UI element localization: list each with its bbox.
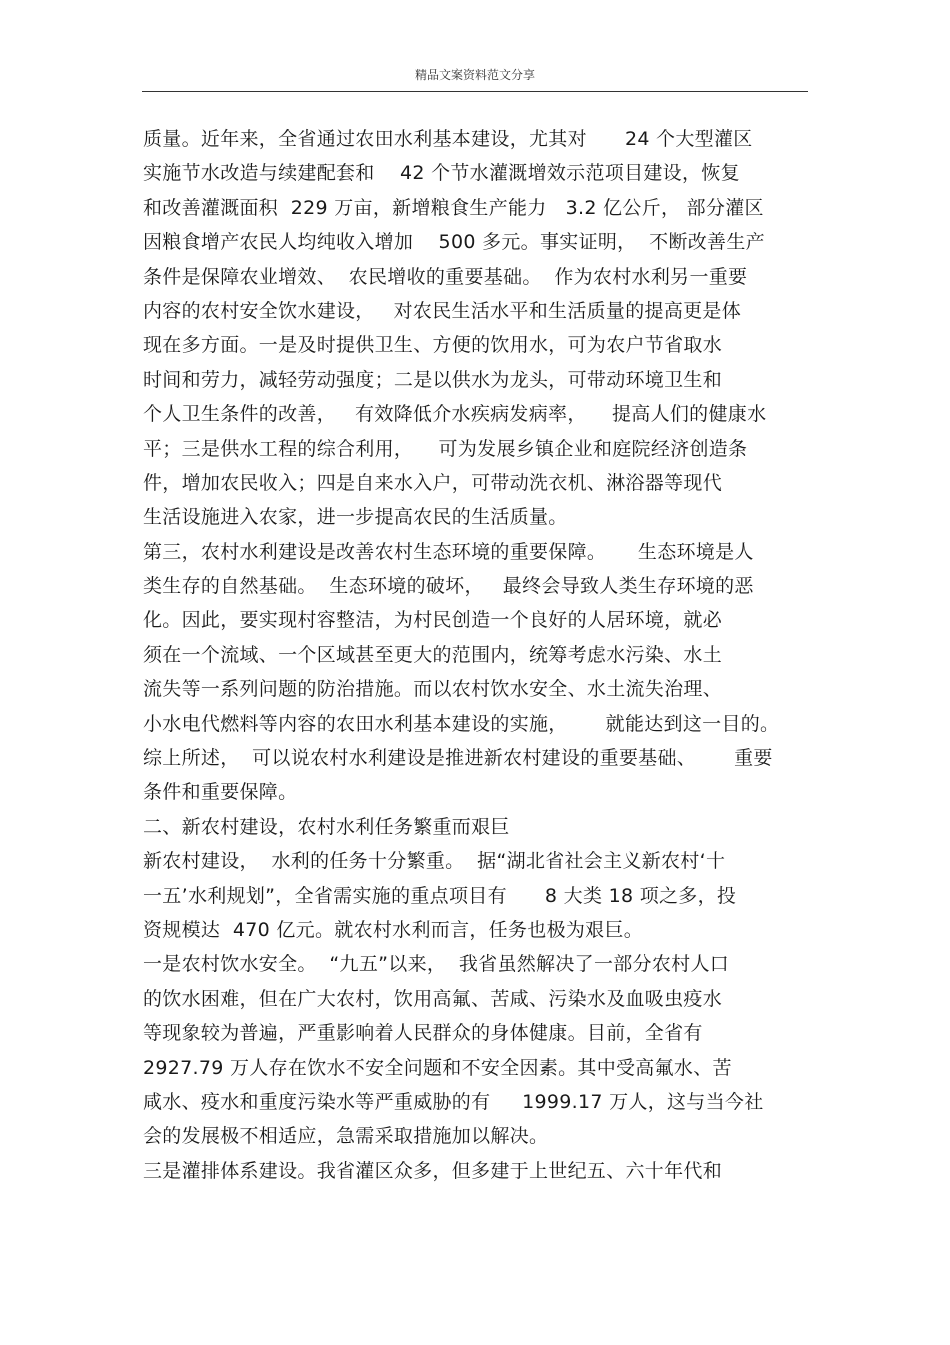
- text-line: 一是农村饮水安全。 “九五”以来， 我省虽然解决了一部分农村人口: [143, 953, 730, 976]
- text-line: 化。因此，要实现村容整洁，为村民创造一个良好的人居环境，就必: [143, 609, 723, 632]
- text-line: 和改善灌溉面积 229 万亩，新增粮食生产能力 3.2 亿公斤， 部分灌区: [143, 196, 764, 219]
- text-line: 咸水、疫水和重度污染水等严重威胁的有 1999.17 万人，这与当今社: [143, 1090, 764, 1113]
- text-line: 条件和重要保障。: [143, 781, 298, 804]
- text-line: 时间和劳力，减轻劳动强度；二是以供水为龙头，可带动环境卫生和: [143, 368, 723, 391]
- text-line: 会的发展极不相适应，急需采取措施加以解决。: [143, 1125, 549, 1148]
- text-line: 类生存的自然基础。 生态环境的破坏， 最终会导致人类生存环境的恶: [143, 575, 754, 598]
- page-header-title: 精品文案资料范文分享: [414, 68, 535, 82]
- text-line: 小水电代燃料等内容的农田水利基本建设的实施， 就能达到这一目的。: [143, 712, 780, 735]
- text-line: 等现象较为普遍，严重影响着人民群众的身体健康。目前，全省有: [143, 1022, 703, 1045]
- text-line: 资规模达 470 亿元。就农村水利而言，任务也极为艰巨。: [143, 918, 644, 941]
- text-line: 2927.79 万人存在饮水不安全问题和不安全因素。其中受高氟水、苦: [143, 1056, 732, 1079]
- text-line: 平；三是供水工程的综合利用， 可为发展乡镇企业和庭院经济创造条: [143, 437, 748, 460]
- text-line: 三是灌排体系建设。我省灌区众多，但多建于上世纪五、六十年代和: [143, 1159, 723, 1182]
- text-line: 个人卫生条件的改善， 有效降低介水疾病发病率， 提高人们的健康水: [143, 403, 767, 426]
- text-line: 流失等一系列问题的防治措施。而以农村饮水安全、水土流失治理、: [143, 678, 723, 701]
- text-line: 一五’水利规划”，全省需实施的重点项目有 8 大类 18 项之多，投: [143, 884, 737, 907]
- section-heading: 二、新农村建设，农村水利任务繁重而艰巨: [143, 815, 510, 838]
- text-line: 条件是保障农业增效、 农民增收的重要基础。 作为农村水利另一重要: [143, 265, 748, 288]
- text-line: 件，增加农民收入；四是自来水入户，可带动洗衣机、淋浴器等现代: [143, 471, 723, 494]
- text-line: 的饮水困难，但在广大农村，饮用高氟、苦咸、污染水及血吸虫疫水: [143, 987, 723, 1010]
- text-line: 因粮食增产农民人均纯收入增加 500 多元。事实证明， 不断改善生产: [143, 231, 765, 254]
- text-line: 须在一个流域、一个区域甚至更大的范围内，统筹考虑水污染、水土: [143, 643, 723, 666]
- text-line: 实施节水改造与续建配套和 42 个节水灌溉增效示范项目建设，恢复: [143, 162, 740, 185]
- text-line: 第三，农村水利建设是改善农村生态环境的重要保障。 生态环境是人: [143, 540, 754, 563]
- document-body: [143, 122, 815, 1188]
- text-line: 质量。近年来，全省通过农田水利基本建设，尤其对 24 个大型灌区: [143, 128, 753, 150]
- text-line: 内容的农村安全饮水建设， 对农民生活水平和生活质量的提高更是体: [143, 299, 742, 322]
- text-line: 现在多方面。一是及时提供卫生、方便的饮用水，可为农户节省取水: [143, 334, 723, 357]
- text-line: 生活设施进入农家，进一步提高农民的生活质量。: [143, 506, 568, 529]
- header-divider: [142, 91, 808, 92]
- text-line: 综上所述， 可以说农村水利建设是推进新农村建设的重要基础、 重要: [143, 747, 773, 770]
- text-line: 新农村建设， 水利的任务十分繁重。 据“湖北省社会主义新农村‘十: [143, 850, 726, 873]
